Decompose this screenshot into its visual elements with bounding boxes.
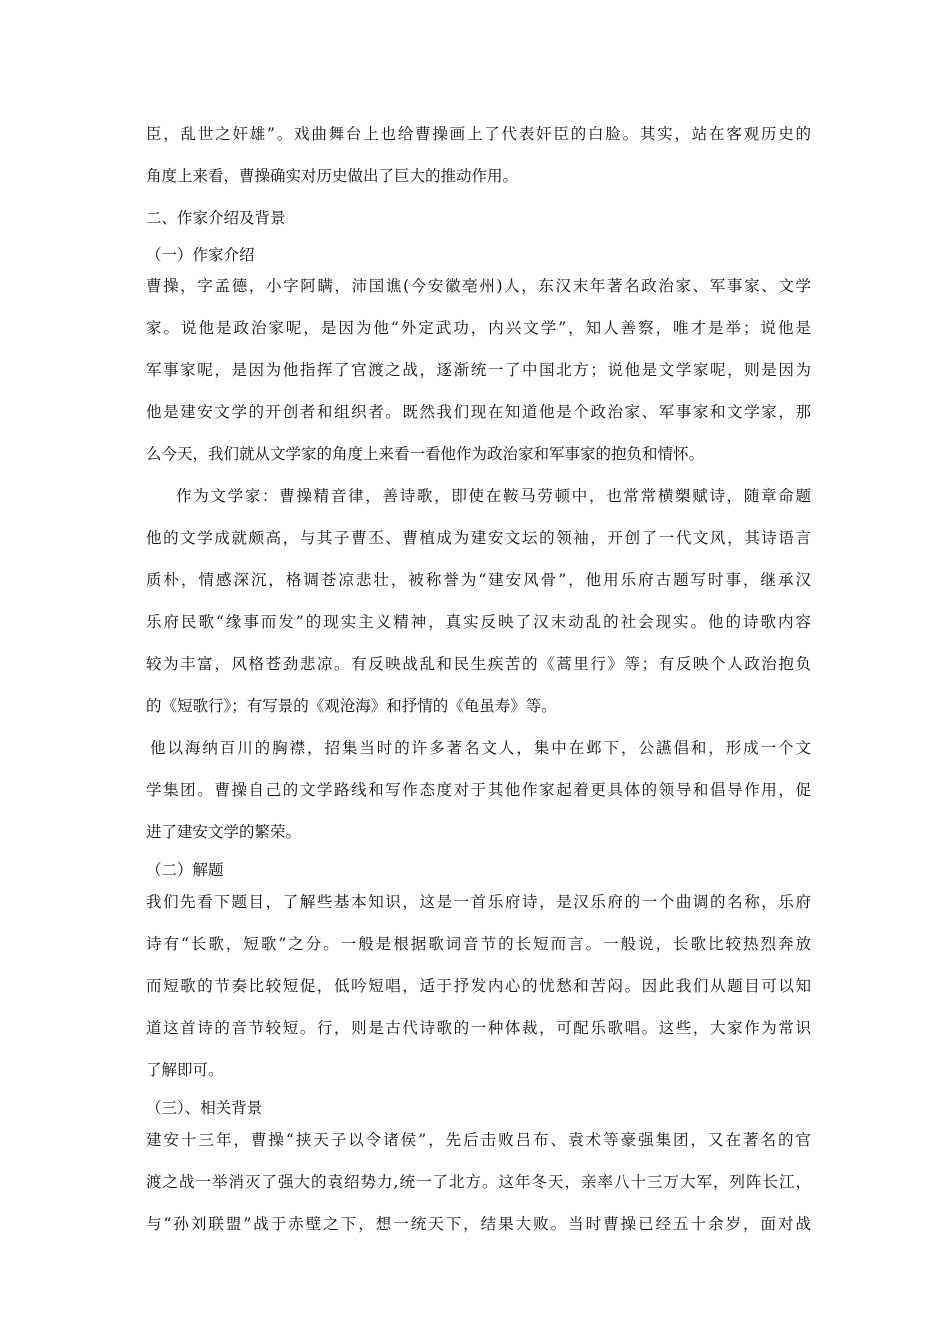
text-line: 军事家呢，是因为他指挥了官渡之战，逐渐统一了中国北方；说他是文学家呢，则是因为 [146,361,811,379]
text-line: 他的文学成就颇高，与其子曹丕、曹植成为建安文坛的领袖，开创了一代文风，其诗语言 [146,529,811,547]
text-line: 而短歌的节奏比较短促，低吟短唱，适于抒发内心的忧愁和苦闷。因此我们从题目可以知 [146,977,811,995]
text-line: 与“孙刘联盟”战于赤壁之下，想一统天下，结果大败。当时曹操已经五十余岁，面对战 [146,1215,811,1233]
text-line: 建安十三年，曹操“挟天子以令诸侯”，先后击败吕布、袁术等豪强集团，又在著名的官 [146,1131,811,1149]
text-line: 乐府民歌“缘事而发”的现实主义精神，真实反映了汉末动乱的社会现实。他的诗歌内容 [146,613,811,631]
text-line: 诗有“长歌，短歌”之分。一般是根据歌词音节的长短而言。一般说，长歌比较热烈奔放 [146,935,811,953]
text-line: 学集团。曹操自己的文学路线和写作态度对于其他作家起着更具体的领导和倡导作用，促 [146,781,811,799]
text-line: 二、作家介绍及背景 [146,209,286,227]
text-line: 我们先看下题目，了解些基本知识，这是一首乐府诗，是汉乐府的一个曲调的名称，乐府 [146,893,811,911]
text-line: 么今天，我们就从文学家的角度上来看一看他作为政治家和军事家的抱负和情怀。 [146,445,705,463]
text-line: （二）解题 [146,861,224,879]
text-line: 作为文学家：曹操精音律，善诗歌，即使在鞍马劳顿中，也常常横槊赋诗，随章命题 [176,487,811,505]
text-line: 臣，乱世之奸雄”。戏曲舞台上也给曹操画上了代表奸臣的白脸。其实，站在客观历史的 [146,125,811,143]
text-line: 进了建安文学的繁荣。 [146,823,302,841]
text-line: 他是建安文学的开创者和组织者。既然我们现在知道他是个政治家、军事家和文学家，那 [146,403,811,421]
text-line: 了解即可。 [146,1061,224,1079]
text-line: 他以海纳百川的胸襟，招集当时的许多著名文人，集中在邺下，公讌倡和，形成一个文 [150,739,811,757]
text-line: （三）、相关背景 [146,1099,263,1117]
text-line: （一）作家介绍 [146,246,255,264]
text-line: 曹操，字孟德，小字阿瞒，沛国谯(今安徽亳州)人，东汉末年著名政治家、军事家、文学 [146,277,811,295]
text-line: 质朴，情感深沉，格调苍凉悲壮，被称誉为“建安风骨”，他用乐府古题写时事，继承汉 [146,571,811,589]
text-line: 的《短歌行》；有写景的《观沧海》和抒情的《龟虽寿》等。 [146,697,557,715]
text-line: 角度上来看，曹操确实对历史做出了巨大的推动作用。 [146,167,519,185]
text-line: 道这首诗的音节较短。行，则是古代诗歌的一种体裁，可配乐歌唱。这些，大家作为常识 [146,1019,811,1037]
text-line: 较为丰富，风格苍劲悲凉。有反映战乱和民生疾苦的《蒿里行》等；有反映个人政治抱负 [146,655,811,673]
text-line: 家。说他是政治家呢，是因为他“外定武功，内兴文学”，知人善察，唯才是举；说他是 [146,319,811,337]
text-line: 渡之战一举消灭了强大的袁绍势力,统一了北方。这年冬天，亲率八十三万大军，列阵长江， [146,1173,811,1191]
